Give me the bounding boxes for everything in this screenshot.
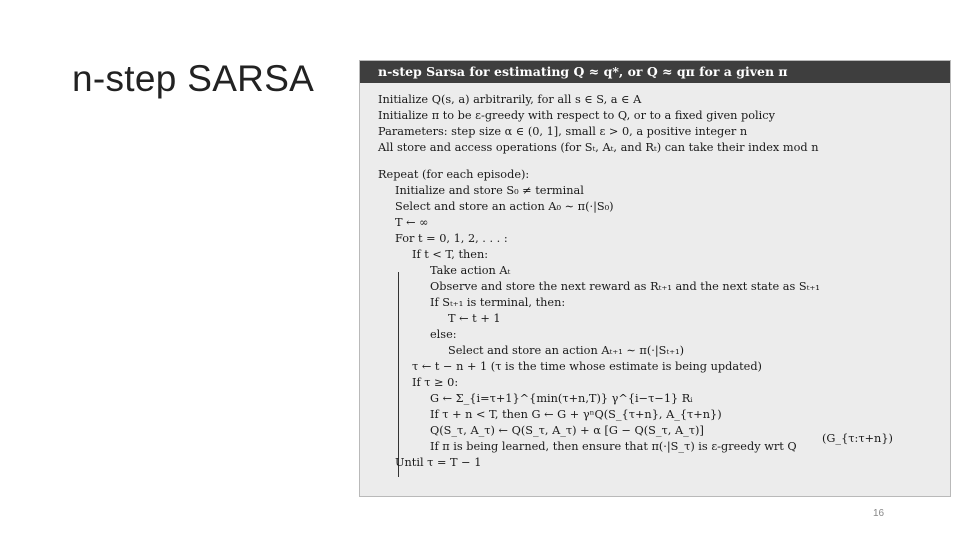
- algorithm-line: Initialize and store S₀ ≠ terminal: [395, 184, 584, 197]
- algorithm-line: τ ← t − n + 1 (τ is the time whose estimate is being updated): [412, 360, 762, 373]
- algorithm-line: If τ ≥ 0:: [412, 376, 459, 389]
- side-annotation: (G_{τ:τ+n}): [822, 432, 893, 445]
- algorithm-line: G ← Σ_{i=τ+1}^{min(τ+n,T)} γ^{i−τ−1} Rᵢ: [430, 392, 693, 405]
- algorithm-line: Initialize Q(s, a) arbitrarily, for all s ∈ S, a ∈ A: [378, 93, 642, 106]
- page-number: 16: [873, 508, 885, 519]
- slide-title: n-step SARSA: [72, 58, 315, 99]
- algorithm-line: Until τ = T − 1: [395, 456, 482, 469]
- algorithm-line: All store and access operations (for Sₜ, Aₜ, and Rₜ) can take their index mod n: [378, 141, 819, 154]
- algorithm-line: else:: [430, 328, 457, 341]
- algorithm-line: T ← ∞: [395, 216, 429, 229]
- algorithm-line: T ← t + 1: [448, 312, 501, 325]
- algorithm-line: Initialize π to be ε-greedy with respect to Q, or to a fixed given policy: [378, 109, 775, 122]
- loop-bar: [398, 272, 399, 477]
- algorithm-line: Parameters: step size α ∈ (0, 1], small ε > 0, a positive integer n: [378, 125, 748, 138]
- algorithm-line: Q(S_τ, A_τ) ← Q(S_τ, A_τ) + α [G − Q(S_τ, A_τ)]: [430, 424, 704, 437]
- algorithm-line: Select and store an action A₀ ∼ π(·|S₀): [395, 200, 614, 213]
- algorithm-line: If Sₜ₊₁ is terminal, then:: [430, 296, 566, 309]
- algorithm-line: Select and store an action Aₜ₊₁ ∼ π(·|Sₜ₊₁): [448, 344, 685, 357]
- algorithm-line: If π is being learned, then ensure that π(·|S_τ) is ε-greedy wrt Q: [430, 440, 797, 453]
- algorithm-line: Take action Aₜ: [430, 264, 511, 277]
- algorithm-line: If t < T, then:: [412, 248, 489, 261]
- algorithm-box: [359, 60, 951, 497]
- algorithm-line: For t = 0, 1, 2, . . . :: [395, 232, 508, 245]
- algorithm-body: [360, 83, 950, 497]
- algorithm-header: n-step Sarsa for estimating Q ≈ q*, or Q ≈ qπ for a given π: [360, 61, 950, 83]
- algorithm-line: Observe and store the next reward as Rₜ₊₁ and the next state as Sₜ₊₁: [430, 280, 820, 293]
- algorithm-line: Repeat (for each episode):: [378, 168, 530, 181]
- algorithm-line: If τ + n < T, then G ← G + γⁿQ(S_{τ+n}, A_{τ+n}): [430, 408, 722, 421]
